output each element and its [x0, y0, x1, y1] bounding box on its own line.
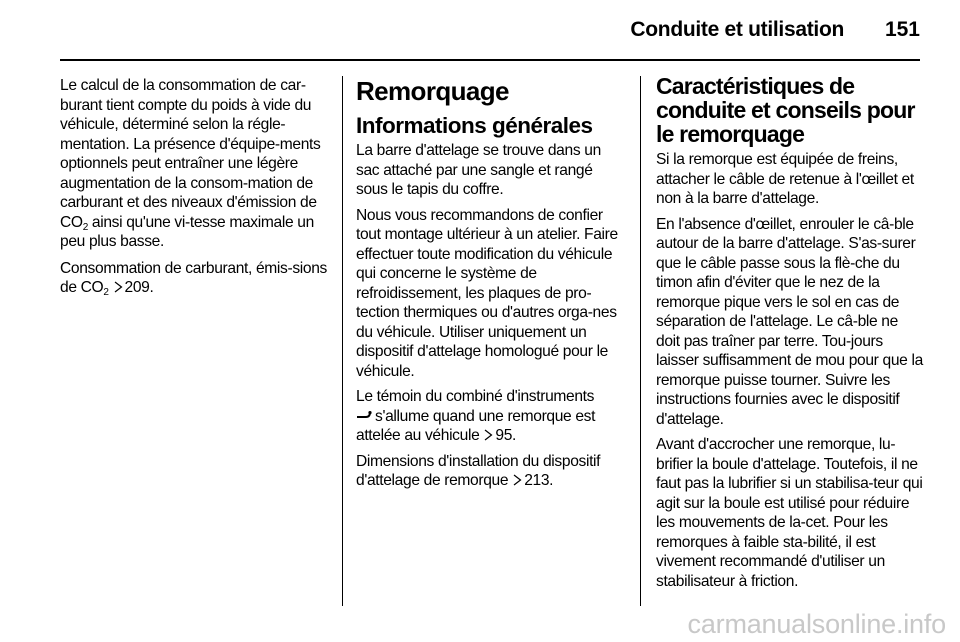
page-reference-link[interactable]: 95.: [495, 427, 517, 444]
paragraph: Si la remorque est équipée de freins, attacher le câble de retenue à l'œillet et non à la barre d'attelage.: [656, 151, 914, 207]
watermark: carmanualsonline.info: [687, 609, 946, 639]
page-number: 151: [884, 18, 920, 41]
fuel-consumption-paragraph: Le calcul de la consommation de car-burant tient compte du poids à vide du véhicule, déterminé selon la régle-mentation. La présence d'équipe-ments optionnels peut entraîner une légère augmentation de la consom-mation de carburant et des niveaux d'émission de $CO_2$ ainsi qu'une vi-tesse maximale un peu plus basse.: [60, 77, 321, 250]
page-header: [0, 0, 960, 60]
paragraph: La barre d'attelage se trouve dans un sac attaché par une sangle et rangé sous le tapis du coffre.: [356, 142, 601, 198]
paragraph: En l'absence d'œillet, enrouler le câ-ble autour de la barre d'attelage. S'as-surer que le câble passe sous la flè-che du timon afin d'éviter que le nez de la remorque pique vers le sol en cas de séparation de l'attelage. Le câ-ble ne doit pas traîner par terre. Tou-jours laisser suffisamment de mou pour que la remorque puisse tourner. Suivre les instructions fournies avec le dispositif d'attelage.: [656, 215, 923, 428]
page-reference-arrow-icon: [484, 429, 493, 441]
header-title: Conduite et utilisation: [630, 18, 844, 41]
trailer-indicator-icon: [356, 411, 372, 421]
paragraph: Avant d'accrocher une remorque, lu-brifier la boule d'attelage. Toutefois, il ne faut pas la lubrifier si un stabilisa-teur qui agit sur la boule est utilisé pour réduire les mouvements de la-cet. Pour les remorques à faible sta-bilité, il est vivement recommandé d'utiliser un stabilisateur à friction.: [656, 436, 923, 590]
section-heading: Caractéristiques de conduite et conseils pour le remorquage: [656, 73, 915, 147]
column-3: [656, 73, 924, 597]
emissions-reference-paragraph: Consommation de carburant, émis-sions de $CO_2$ 209.: [60, 259, 327, 298]
subsection-heading: Informations générales: [356, 113, 593, 138]
page-reference-arrow-icon: [513, 474, 522, 486]
column-divider-1: [342, 76, 343, 606]
page-reference-arrow-icon: [114, 281, 123, 293]
column-divider-2: [640, 76, 641, 606]
paragraph: Nous vous recommandons de confier tout montage ultérieur à un atelier. Faire effectuer toute modification du véhicule qui concerne le système de refroidissement, les plaques de pro-tection thermiques ou d'autres orga-nes du véhicule. Utiliser uniquement un dispositif d'attelage homologué pour le véhicule.: [356, 206, 618, 380]
trailer-indicator-paragraph: Le témoin du combiné d'instruments s'allume quand une remorque est attelée au véhicule 95.: [356, 388, 596, 444]
column-2: [356, 76, 624, 497]
section-heading: Remorquage: [356, 76, 509, 106]
page-reference-link[interactable]: 213.: [524, 472, 554, 489]
installation-dimensions-paragraph: Dimensions d'installation du dispositif d'attelage de remorque 213.: [356, 452, 601, 489]
column-1: [60, 76, 328, 304]
page-reference-link[interactable]: 209.: [124, 279, 154, 296]
header-divider: [60, 59, 920, 61]
